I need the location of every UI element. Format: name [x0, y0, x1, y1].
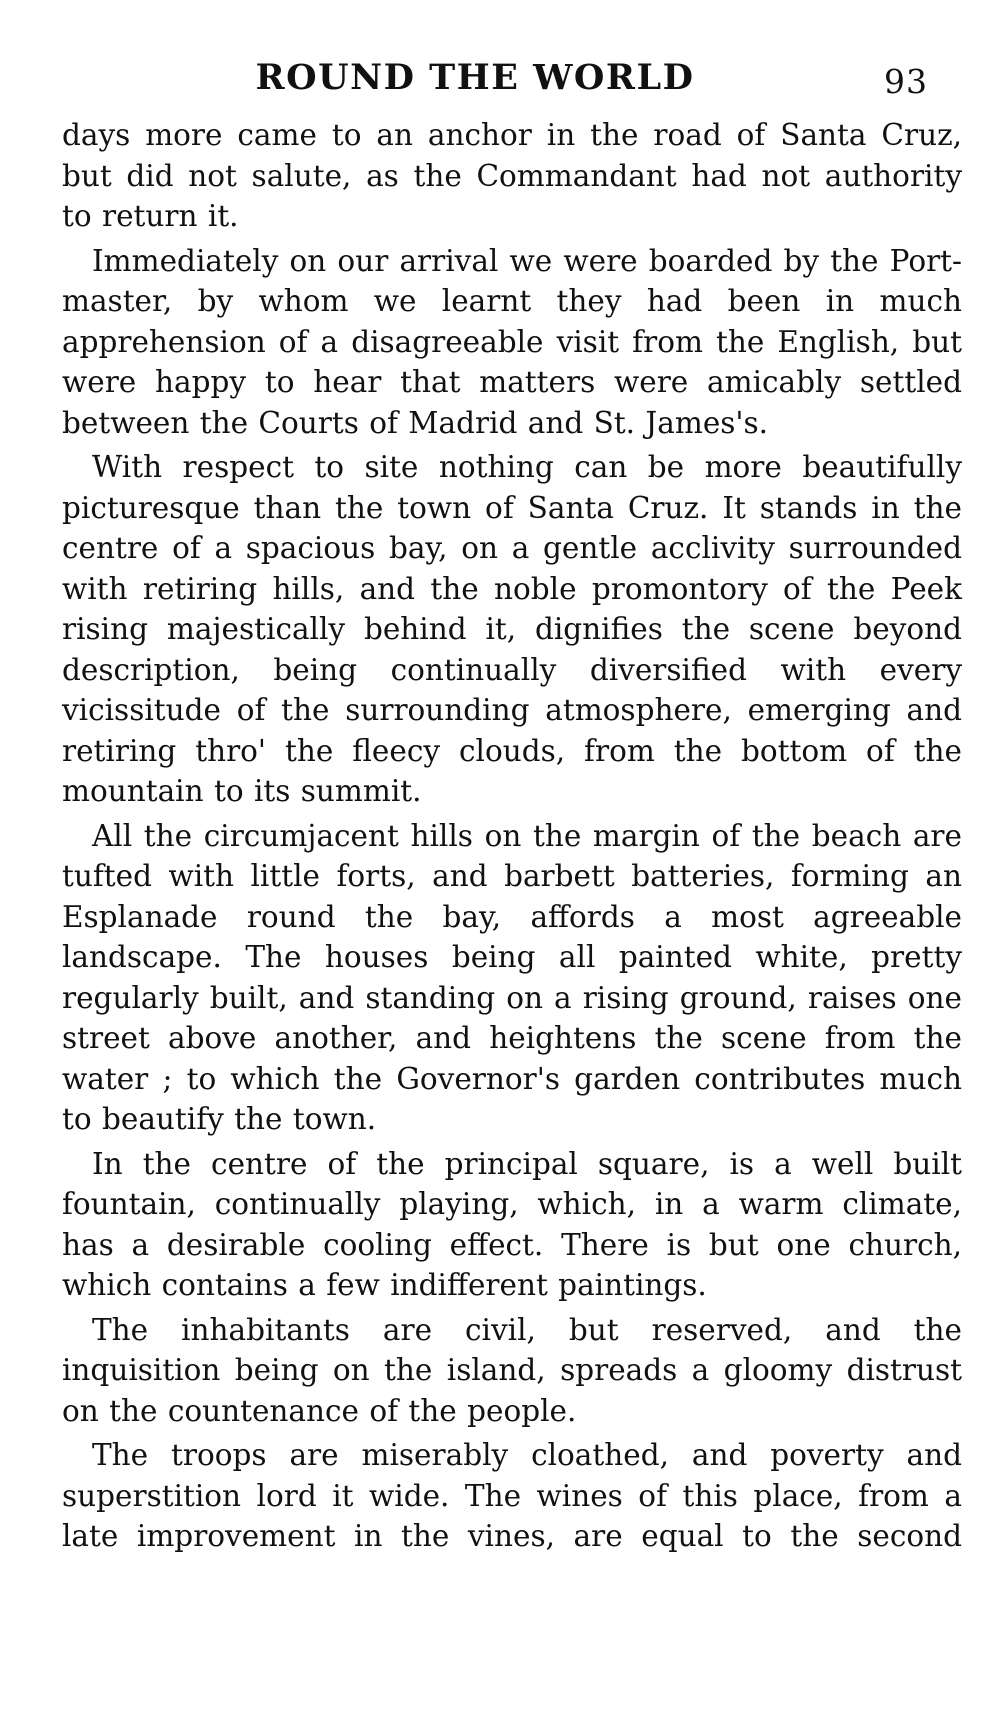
paragraph: The troops are miserably cloathed, and poverty and superstition lord it wide. The wines of this place, from a late improvement in the vines, are equal to the second — [62, 1438, 962, 1553]
running-title: ROUND THE WORLD — [255, 57, 695, 98]
body-text — [62, 115, 962, 1561]
paragraph: All the circumjacent hills on the margin of the beach are tufted with little forts, and barbett batteries, forming an Esplanade round the bay, affords a most agreeable landscape. The houses being all painted white, pretty regularly built, and standing on a rising ground, raises one street above another, and heightens the scene from the water ; to which the Governor's garden contributes much to beautify the town. — [62, 818, 962, 1136]
page-header — [0, 54, 1000, 102]
paragraph: With respect to site nothing can be more beautifully picturesque than the town of Santa Cruz. It stands in the centre of a spacious bay, on a gentle acclivity surrounded with retiring hills, and the noble promontory of the Peek rising majestically behind it, dignifies the scene beyond description, being continually diversified with every vicissitude of the surrounding atmosphere, emerging and retiring thro' the fleecy clouds, from the bottom of the mountain to its summit. — [62, 450, 962, 808]
paragraph: The inhabitants are civil, but reserved, and the inquisition being on the island, spreads a gloomy distrust on the countenance of the people. — [62, 1312, 962, 1428]
paragraph: Immediately on our arrival we were boarded by the Port-master, by whom we learnt they had been in much apprehension of a disagreeable visit from the English, but were happy to hear that matters were amicably settled between the Courts of Madrid and St. James's. — [62, 243, 962, 440]
paragraph: days more came to an anchor in the road of Santa Cruz, but did not salute, as the Commandant had not authority to return it. — [62, 118, 962, 233]
page-number: 93 — [884, 62, 928, 101]
paragraph: In the centre of the principal square, is a well built fountain, continually playing, which, in a warm climate, has a desirable cooling effect. There is but one church, which contains a few indifferent paintings. — [62, 1146, 962, 1302]
